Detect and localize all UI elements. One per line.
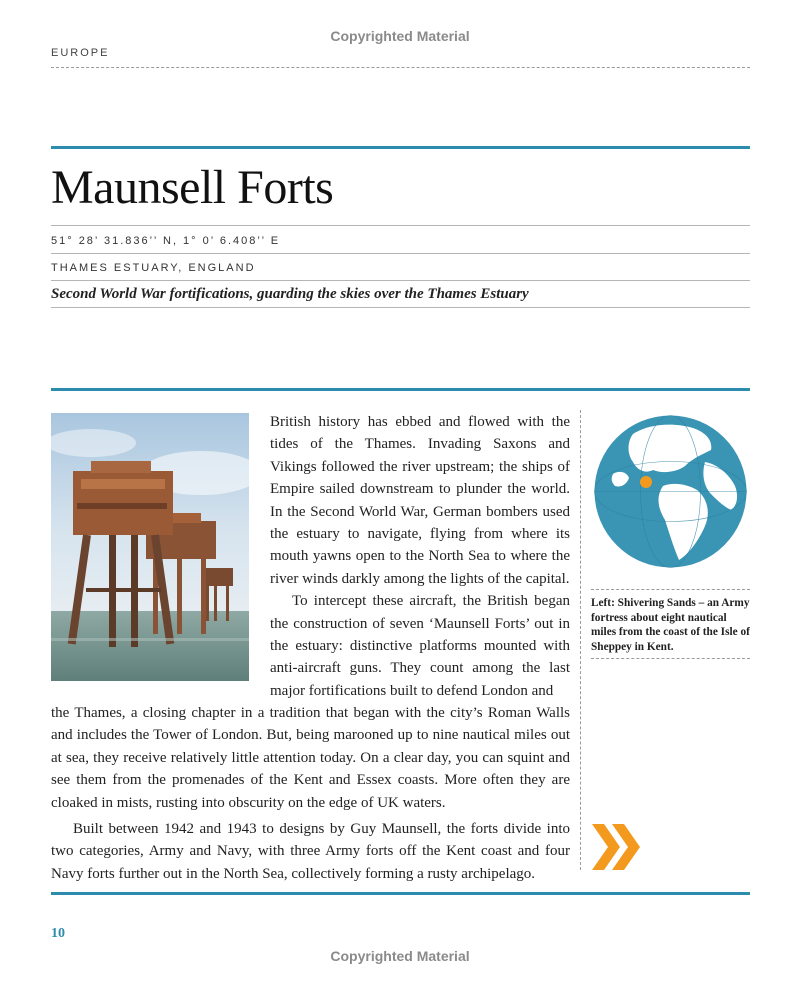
photo-caption: Left: Shivering Sands – an Army fortress about eight nautical miles from the coast of the Isle of Sheppey in Kent. [591, 597, 750, 653]
caption-bottom-divider [591, 658, 750, 659]
header-divider [51, 67, 750, 68]
title-bottom-rule [51, 225, 750, 226]
watermark-bottom: Copyrighted Material [330, 948, 470, 964]
double-chevron-right-icon[interactable] [590, 820, 646, 874]
caption-top-divider [591, 589, 750, 590]
section-label: EUROPE [51, 47, 110, 59]
body-top-rule [51, 388, 750, 391]
fort-photo [51, 413, 249, 681]
body-column-top [270, 411, 570, 702]
coordinates-rule [51, 253, 750, 254]
watermark-top: Copyrighted Material [330, 28, 470, 44]
sidebar-vertical-divider [580, 410, 581, 870]
title-top-rule [51, 146, 750, 149]
page-number: 10 [51, 926, 65, 941]
paragraph-3: Built between 1942 and 1943 to designs by Guy Maunsell, the forts divide into two categories, Army and Navy, with three Army forts off the Kent coast and four Navy forts further out in the North Sea, collectively forming a rusty archipelago. [51, 821, 570, 882]
paragraph-2-end: the Thames, a closing chapter in a tradition that began with the city’s Roman Walls and includes the Tower of London. But, being marooned up to nine nautical miles out at sea, they receive relatively little attention today. On a clear day, you can squint and see them from the promenades of the Kent and Essex coasts. More often they are cloaked in mists, rusting into obscurity on the edge of UK waters. [51, 705, 570, 811]
page-title: Maunsell Forts [51, 161, 334, 214]
paragraph-2-start: To intercept these aircraft, the British began the construction of seven ‘Maunsell Forts’ out in the estuary: distinctive platforms mounted with anti-aircraft guns. They count among the last major fortifications built to defend London and [270, 593, 570, 699]
coordinates: 51° 28’ 31.836’’ N, 1° 0’ 6.408’’ E [51, 235, 281, 247]
location-rule [51, 280, 750, 281]
body-column-full [51, 702, 570, 885]
footer-rule [51, 892, 750, 895]
subtitle-rule [51, 307, 750, 308]
subtitle: Second World War fortifications, guarding the skies over the Thames Estuary [51, 286, 529, 302]
globe-location-icon [593, 414, 748, 569]
paragraph-1: British history has ebbed and flowed with the tides of the Thames. Invading Saxons and Vikings followed the river upstream; the ships of Empire sailed downstream to plunder the world. In the Second World War, German bombers used the estuary to navigate, flying from where its mouth yawns open to the North Sea to where the river winds darkly among the lights of the capital. [270, 414, 570, 587]
location: THAMES ESTUARY, ENGLAND [51, 262, 256, 274]
